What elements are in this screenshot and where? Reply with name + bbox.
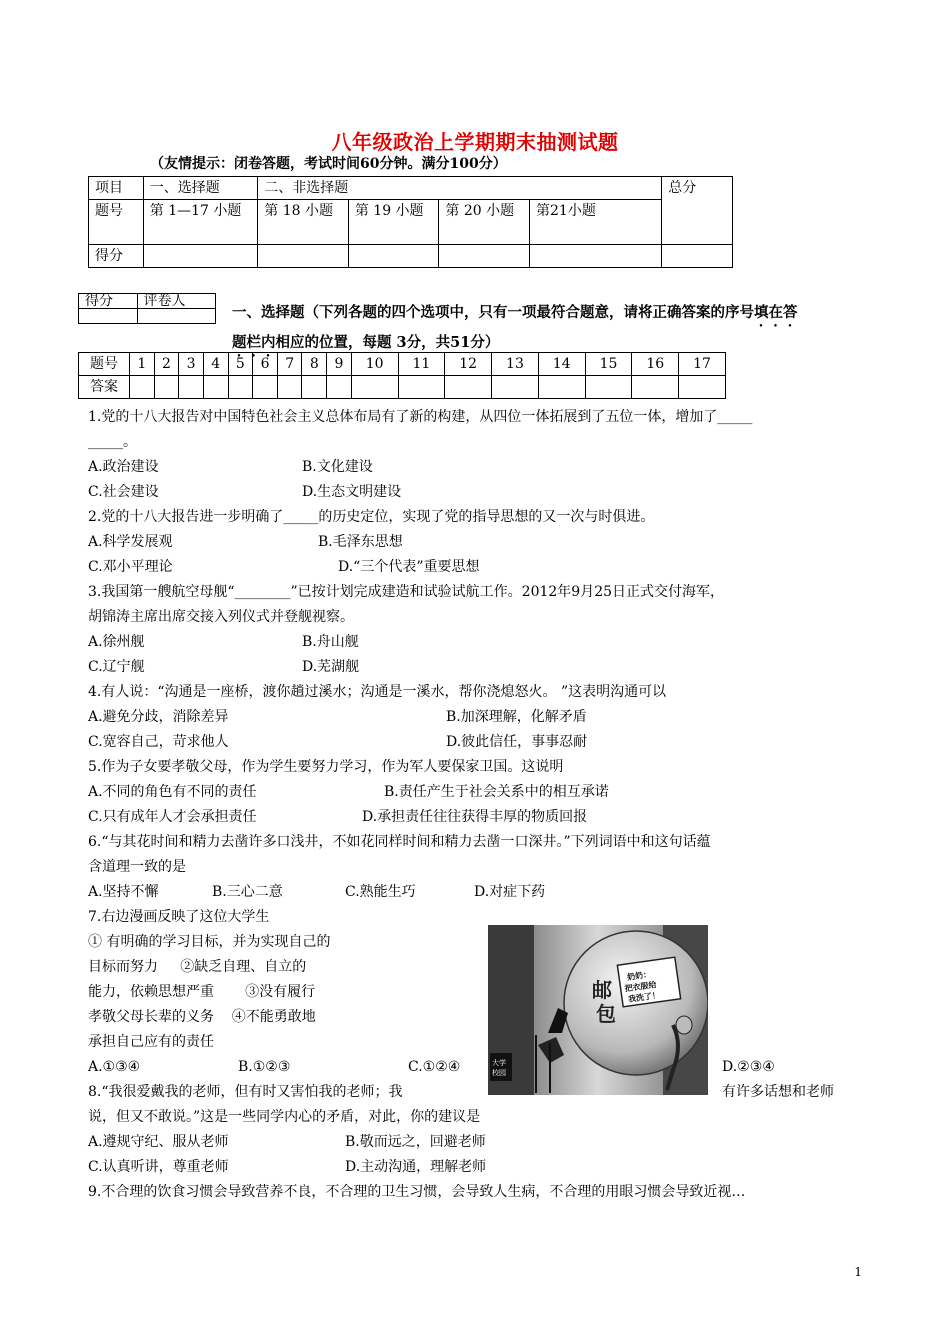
cell: 第 20 小题 bbox=[439, 200, 530, 245]
answer-input[interactable] bbox=[203, 376, 228, 399]
option: D.芜湖舰 bbox=[302, 659, 360, 675]
answer-input[interactable] bbox=[538, 376, 585, 399]
cell: 1 bbox=[130, 353, 155, 376]
answer-input[interactable] bbox=[445, 376, 492, 399]
option: A.不同的角色有不同的责任 bbox=[88, 784, 257, 800]
score-input[interactable] bbox=[143, 245, 257, 268]
answer-input[interactable] bbox=[253, 376, 278, 399]
option: C.认真听讲，尊重老师 bbox=[88, 1159, 229, 1175]
answer-input[interactable] bbox=[585, 376, 632, 399]
cell: 13 bbox=[492, 353, 539, 376]
question-text: 含道理一致的是 bbox=[88, 859, 186, 875]
option: A.避免分歧，消除差异 bbox=[88, 709, 229, 725]
question-text: 有许多话想和老师 bbox=[722, 1084, 834, 1100]
option: A.科学发展观 bbox=[88, 534, 173, 550]
page-title: 八年级政治上学期期末抽测试题 bbox=[331, 130, 619, 154]
question-text: 1.党的十八大报告对中国特色社会主义总体布局有了新的构建，从四位一体拓展到了五位一体，增加了_____ bbox=[88, 409, 753, 425]
svg-text:包: 包 bbox=[596, 1002, 616, 1026]
cell: 第 18 小题 bbox=[258, 200, 349, 245]
cell: 6 bbox=[253, 353, 278, 376]
question-text: 4.有人说：“沟通是一座桥，渡你趟过溪水；沟通是一溪水，帮你浇熄怒火。 ”这表明沟通可以 bbox=[88, 684, 667, 700]
option: B.文化建设 bbox=[302, 459, 373, 475]
option: C.只有成年人才会承担责任 bbox=[88, 809, 257, 825]
answer-input[interactable] bbox=[179, 376, 204, 399]
answer-input[interactable] bbox=[679, 376, 726, 399]
cell: 5 bbox=[228, 353, 253, 376]
question-text: 目标而努力 ②缺乏自理、自立的 bbox=[88, 959, 307, 975]
cell: 题号 bbox=[89, 200, 144, 245]
answer-table bbox=[78, 352, 726, 399]
option: A.政治建设 bbox=[88, 459, 159, 475]
option: B.加深理解，化解矛盾 bbox=[446, 709, 587, 725]
option: C.社会建设 bbox=[88, 484, 159, 500]
option: C.辽宁舰 bbox=[88, 659, 145, 675]
svg-text:大学: 大学 bbox=[492, 1059, 506, 1067]
answer-input[interactable] bbox=[154, 376, 179, 399]
question-text: 2.党的十八大报告进一步明确了_____的历史定位，实现了党的指导思想的又一次与时俱进。 bbox=[88, 509, 655, 525]
question-text: _____。 bbox=[88, 434, 137, 450]
question-text: 能力，依赖思想严重 ③没有履行 bbox=[88, 984, 316, 1000]
answer-input[interactable] bbox=[632, 376, 679, 399]
section-text: 相应的位置，每题 3分，共51分） bbox=[275, 334, 500, 351]
score-input[interactable] bbox=[348, 245, 439, 268]
cell: 10 bbox=[351, 353, 398, 376]
option: B.责任产生于社会关系中的相互承诺 bbox=[384, 784, 609, 800]
answer-input[interactable] bbox=[228, 376, 253, 399]
option: B.三心二意 bbox=[212, 884, 283, 900]
answer-input[interactable] bbox=[130, 376, 155, 399]
option: B.敬而远之，回避老师 bbox=[345, 1134, 486, 1150]
question-text: 孝敬父母长辈的义务 ④不能勇敢地 bbox=[88, 1009, 316, 1025]
cell: 总分 bbox=[662, 177, 733, 245]
score-table bbox=[88, 176, 733, 268]
option: A.①③④ bbox=[88, 1059, 141, 1075]
cell: 一、选择题 bbox=[143, 177, 257, 200]
cell: 答案 bbox=[79, 376, 130, 399]
option: A.坚持不懈 bbox=[88, 884, 159, 900]
grader-table bbox=[78, 293, 216, 324]
option: A.徐州舰 bbox=[88, 634, 145, 650]
cell: 11 bbox=[398, 353, 445, 376]
option: B.舟山舰 bbox=[302, 634, 359, 650]
comic-illustration bbox=[488, 925, 708, 1095]
cell: 2 bbox=[154, 353, 179, 376]
cell: 12 bbox=[445, 353, 492, 376]
cell: 4 bbox=[203, 353, 228, 376]
section-heading bbox=[232, 300, 872, 360]
option: D.承担责任往往获得丰厚的物质回报 bbox=[362, 809, 588, 825]
question-text: 9.不合理的饮食习惯会导致营养不良，不合理的卫生习惯，会导致人生病，不合理的用眼习惯会导致近视… bbox=[88, 1184, 746, 1200]
option: C.邓小平理论 bbox=[88, 559, 173, 575]
option: D.“三个代表”重要思想 bbox=[338, 559, 480, 575]
option: D.②③④ bbox=[722, 1059, 775, 1075]
answer-input[interactable] bbox=[302, 376, 327, 399]
cell: 16 bbox=[632, 353, 679, 376]
answer-input[interactable] bbox=[327, 376, 352, 399]
grader-input[interactable] bbox=[137, 309, 216, 324]
cell: 得分 bbox=[79, 294, 138, 309]
cell: 3 bbox=[179, 353, 204, 376]
question-text: 5.作为子女要孝敬父母，作为学生要努力学习，作为军人要保家卫国。这说明 bbox=[88, 759, 564, 775]
cell: 14 bbox=[538, 353, 585, 376]
svg-text:邮: 邮 bbox=[592, 978, 612, 1002]
score-input[interactable] bbox=[530, 245, 662, 268]
cell: 第 19 小题 bbox=[348, 200, 439, 245]
cell: 17 bbox=[679, 353, 726, 376]
answer-input[interactable] bbox=[277, 376, 302, 399]
question-text: 7.右边漫画反映了这位大学生 bbox=[88, 909, 270, 925]
answer-input[interactable] bbox=[492, 376, 539, 399]
question-text: 胡锦涛主席出席交接入列仪式并登舰视察。 bbox=[88, 609, 354, 625]
cell: 第21小题 bbox=[530, 200, 662, 245]
question-text: 3.我国第一艘航空母舰“________”已按计划完成建造和试验试航工作。2012年9月25日正式交付海军， bbox=[88, 584, 725, 600]
cell: 第 1—17 小题 bbox=[143, 200, 257, 245]
option: B.毛泽东思想 bbox=[318, 534, 403, 550]
cell: 8 bbox=[302, 353, 327, 376]
cell: 题号 bbox=[79, 353, 130, 376]
score-input[interactable] bbox=[439, 245, 530, 268]
section-emphasis: 题栏内 bbox=[232, 334, 276, 351]
svg-text:奶奶：: 奶奶： bbox=[626, 968, 652, 982]
question-text: ① 有明确的学习目标，并为实现自己的 bbox=[88, 934, 331, 950]
option: D.彼此信任，事事忍耐 bbox=[446, 734, 588, 750]
svg-text:校园: 校园 bbox=[492, 1069, 506, 1077]
answer-input[interactable] bbox=[398, 376, 445, 399]
section-text: 一、选择题（下列各题的四个选项中，只有一项最符合题意，请将正确答案的序号 bbox=[232, 304, 754, 321]
option: B.①②③ bbox=[238, 1059, 291, 1075]
cell: 二、非选择题 bbox=[258, 177, 662, 200]
cell: 7 bbox=[277, 353, 302, 376]
option: D.对症下药 bbox=[474, 884, 546, 900]
exam-hint: （友情提示：闭卷答题，考试时间60分钟。满分100分） bbox=[150, 156, 507, 172]
option: D.主动沟通，理解老师 bbox=[345, 1159, 487, 1175]
cell: 项目 bbox=[89, 177, 144, 200]
section-emphasis: 填在答 bbox=[754, 304, 798, 321]
cell: 得分 bbox=[89, 245, 144, 268]
svg-text:我洗了！: 我洗了！ bbox=[627, 989, 661, 1005]
option: D.生态文明建设 bbox=[302, 484, 402, 500]
score-input[interactable] bbox=[662, 245, 733, 268]
option: C.熟能生巧 bbox=[345, 884, 416, 900]
option: C.宽容自己，苛求他人 bbox=[88, 734, 229, 750]
answer-input[interactable] bbox=[351, 376, 398, 399]
svg-text:把衣服给: 把衣服给 bbox=[623, 979, 658, 994]
cell: 15 bbox=[585, 353, 632, 376]
question-text: 6.“与其花时间和精力去凿许多口浅井，不如花同样时间和精力去凿一口深井。”下列词语中和这句话蕴 bbox=[88, 834, 711, 850]
cell: 9 bbox=[327, 353, 352, 376]
cell: 评卷人 bbox=[137, 294, 216, 309]
option: A.遵规守纪、服从老师 bbox=[88, 1134, 229, 1150]
page-number: 1 bbox=[854, 1265, 862, 1279]
question-text: 承担自己应有的责任 bbox=[88, 1034, 214, 1050]
question-text: 8.“我很爱戴我的老师，但有时又害怕我的老师；我 bbox=[88, 1084, 403, 1100]
option: C.①②④ bbox=[408, 1059, 461, 1075]
question-text: 说，但又不敢说。”这是一些同学内心的矛盾，对此，你的建议是 bbox=[88, 1109, 481, 1125]
score-input[interactable] bbox=[79, 309, 138, 324]
score-input[interactable] bbox=[258, 245, 349, 268]
